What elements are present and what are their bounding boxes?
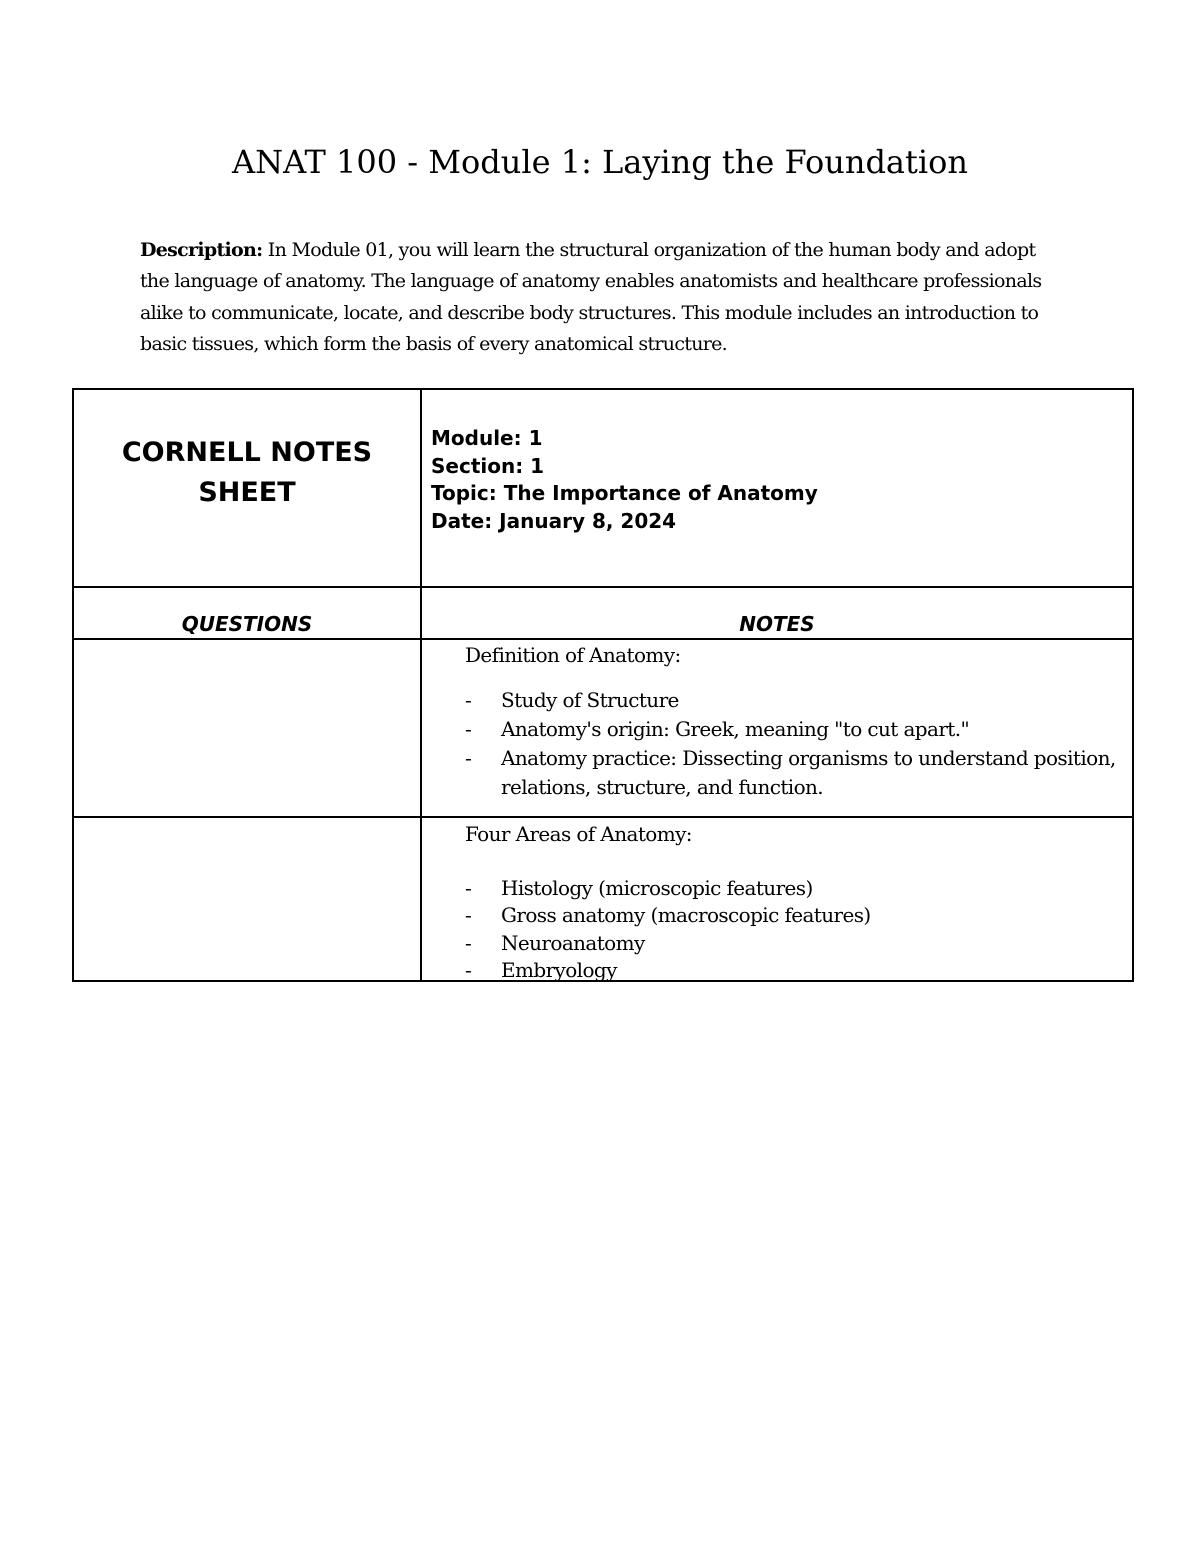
list-item (465, 875, 1122, 903)
questions-heading-cell (73, 587, 421, 639)
list-item-text: Embryology (501, 958, 617, 980)
notes-block (422, 640, 1132, 816)
meta-topic: Topic: The Importance of Anatomy (431, 481, 818, 505)
dash-bullet: - (465, 930, 472, 955)
list-item-text: Neuroanatomy (501, 930, 645, 955)
list-item (465, 957, 1122, 980)
sheet-title-line-2: SHEET (198, 477, 296, 508)
document-title: ANAT 100 - Module 1: Laying the Foundation (232, 143, 968, 181)
cornell-notes-table (72, 388, 1134, 982)
meta-module: Module: 1 (431, 426, 543, 450)
notes-topic-heading: Four Areas of Anatomy: (465, 822, 692, 846)
questions-heading: QUESTIONS (181, 612, 313, 636)
sheet-title-cell (73, 389, 421, 587)
notes-topic-heading: Definition of Anatomy: (465, 643, 681, 667)
column-heading-row (73, 587, 1133, 639)
description-text: In Module 01, you will learn the structural organization of the human body and adopt the language of anatomy. The language of anatomy enables anatomists and healthcare professionals alike to communicate, locate, and describe body structures. This module includes an introduction to basic tissues, which form the basis of every anatomical structure. (140, 239, 1042, 355)
list-item-text: Gross anatomy (macroscopic features) (501, 903, 871, 927)
sheet-header-row (73, 389, 1133, 587)
sheet-meta (422, 390, 1132, 535)
notes-cell (421, 817, 1133, 981)
dash-bullet: - (465, 688, 472, 712)
list-item (465, 902, 1122, 930)
dash-bullet: - (465, 746, 472, 770)
question-cell (73, 817, 421, 981)
module-description (140, 235, 1060, 360)
question-cell (73, 639, 421, 817)
meta-section: Section: 1 (431, 453, 545, 478)
sheet-meta-cell (421, 389, 1133, 587)
dash-bullet: - (465, 717, 472, 741)
list-item (465, 744, 1122, 802)
list-item-text: Study of Structure (501, 688, 679, 712)
notes-heading-cell (421, 587, 1133, 639)
list-item (465, 686, 1122, 715)
dash-bullet: - (465, 903, 472, 927)
notes-list (465, 875, 1122, 981)
notes-cell (421, 639, 1133, 817)
sheet-title (74, 390, 420, 513)
notes-block (422, 818, 1132, 980)
list-item-text: Anatomy practice: Dissecting organisms to understand position, relations, structure, and function. (501, 746, 1116, 799)
dash-bullet: - (465, 875, 472, 900)
notes-list (465, 686, 1122, 802)
meta-date: Date: January 8, 2024 (431, 508, 677, 533)
list-item (465, 930, 1122, 958)
dash-bullet: - (465, 958, 472, 980)
sheet-title-line-1: CORNELL NOTES (121, 437, 373, 468)
list-item-text: Histology (microscopic features) (501, 875, 813, 900)
notes-row (73, 817, 1133, 981)
list-item (465, 715, 1122, 744)
notes-row (73, 639, 1133, 817)
notes-heading: NOTES (739, 612, 815, 636)
description-label: Description: (140, 239, 263, 261)
list-item-text: Anatomy's origin: Greek, meaning "to cut apart." (501, 717, 970, 741)
